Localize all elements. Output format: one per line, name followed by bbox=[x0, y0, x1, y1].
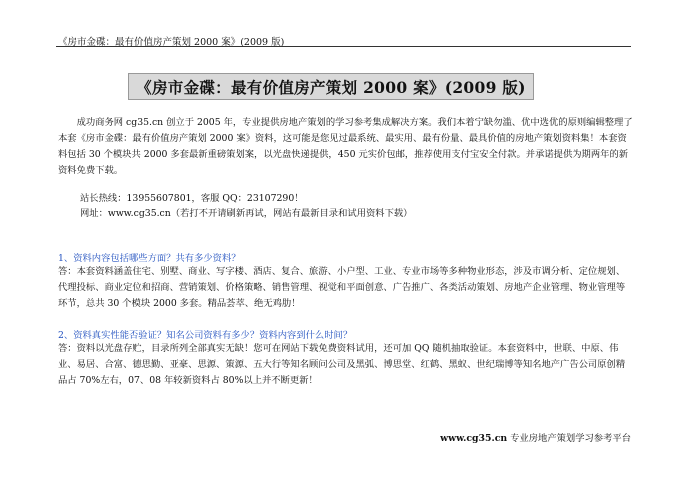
faq-question-2: 2、资料真实性能否验证？知名公司资料有多少？资料内容到什么时间？ bbox=[58, 330, 353, 341]
intro-paragraph: 成功商务网 cg35.cn 创立于 2005 年，专业提供房地产策划的学习参考集成解决方案。我们本着宁缺勿滥、优中选优的原则编辑整理了本套《房市金碟：最有价值房产策划 2000 案》资料，这可能是您见过最系统、最实用、最有份量、最具价值的房地产策划资料集！本套资料包括 30 个模块共 2000 多套最新重磅策划案，以光盘快递提供，450 元实价包邮，推荐使用支付宝安全付款。并承诺提供为期两年的新资料免费下载。 bbox=[58, 117, 633, 176]
faq-answer-1: 答：本套资料涵盖住宅、别墅、商业、写字楼、酒店、复合、旅游、小户型、工业、专业市场等多种物业形态，涉及市调分析、定位规划、代理投标、商业定位和招商、营销策划、价格策略、销售管理、视觉和平面创意、广告推广、各类活动策划、房地产企业管理、物业管理等环节，总共 30 个模块 2000 多套。精品荟萃、绝无鸡肋！ bbox=[58, 266, 626, 309]
faq-question-1: 1、资料内容包括哪些方面？共有多少资料？ bbox=[58, 253, 241, 264]
faq-answer-2: 答：资料以光盘存贮，目录所列全部真实无缺！您可在网站下载免费资料试用，还可加 QQ 随机抽取验证。本套资料中，世联、中原、伟业、易居、合富、德思勤、亚豪、思源、策源、五大行等知名顾问公司及黑弧、博思堂、红鹤、黑蚁、世纪瑞博等知名地产广告公司原创精品占 70%左右，07、08 年较新资料占 80%以上并不断更新！ bbox=[58, 343, 626, 386]
document-title: 《房市金碟：最有价值房产策划 2000 案》(2009 版) bbox=[128, 73, 534, 100]
header-divider bbox=[56, 46, 631, 47]
footer-tagline: 专业房地产策划学习参考平台 bbox=[510, 433, 631, 444]
website-text: 网址：www.cg35.cn（若打不开请刷新再试，网站有最新目录和试用资料下载） bbox=[80, 208, 413, 219]
hotline-text: 站长热线：13955607801，客服 QQ：23107290！ bbox=[80, 193, 304, 204]
footer-url: www.cg35.cn bbox=[440, 433, 508, 444]
page-footer bbox=[440, 430, 631, 444]
running-header: 《房市金碟：最有价值房产策划 2000 案》(2009 版) bbox=[58, 37, 285, 48]
